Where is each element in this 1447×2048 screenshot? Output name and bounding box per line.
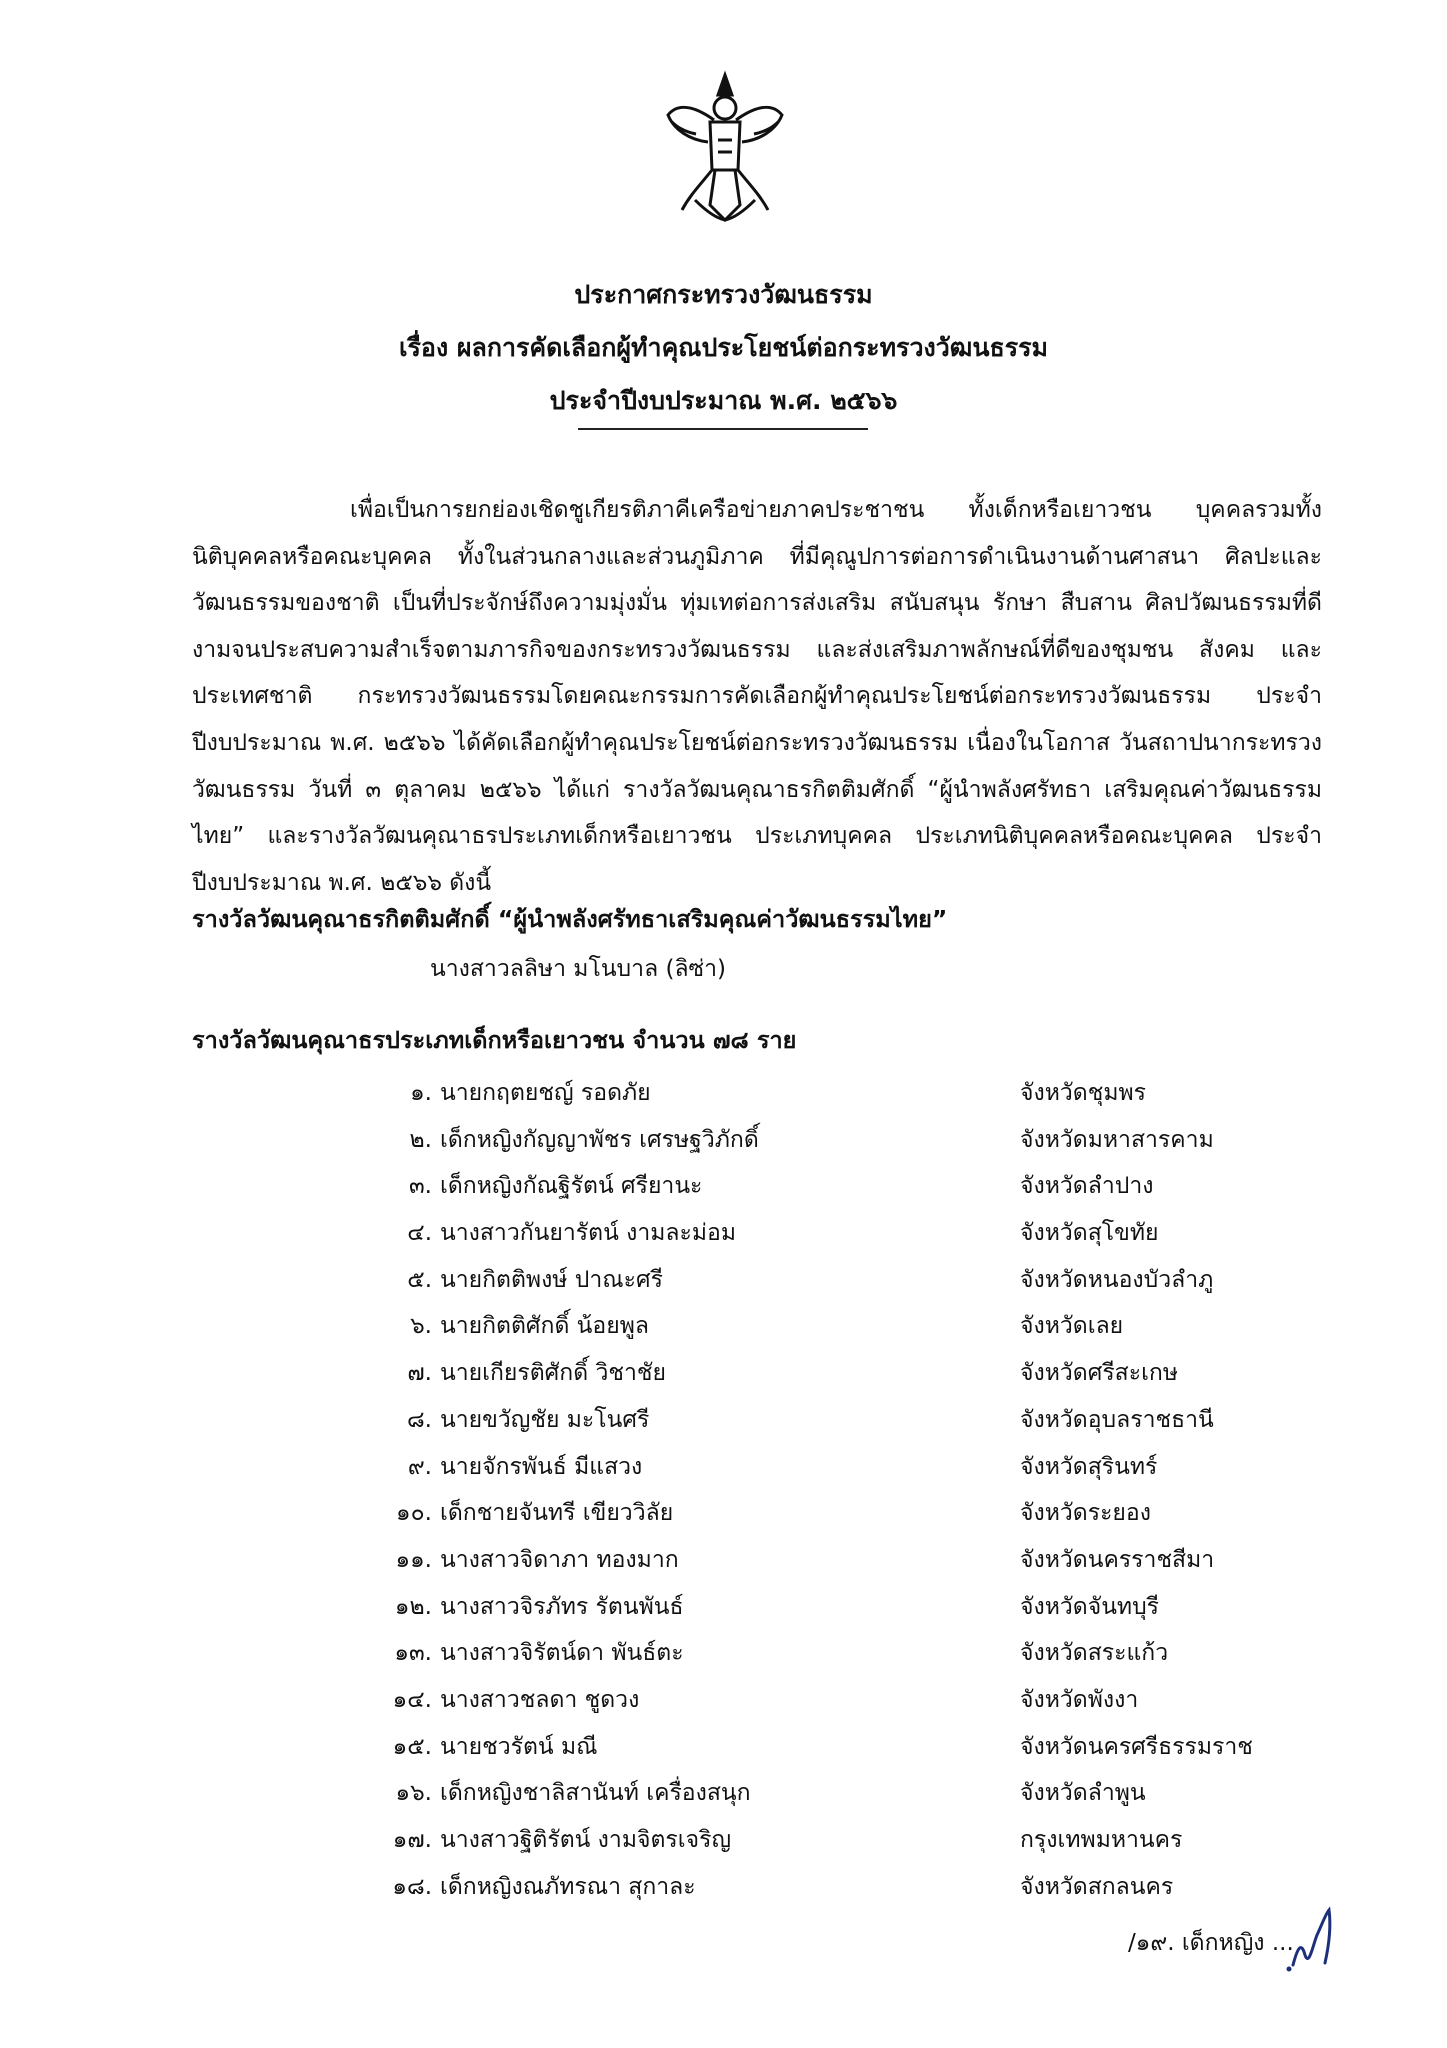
recipient-province: จังหวัดอุบลราชธานี — [1020, 1406, 1214, 1433]
recipient-name: เด็กหญิงกัญญาพัชร เศรษฐวิภักดิ์ — [440, 1126, 759, 1153]
recipient-province: จังหวัดมหาสารคาม — [1020, 1126, 1214, 1153]
list-item — [0, 1075, 1447, 1122]
recipient-name: นางสาวจิดาภา ทองมาก — [440, 1546, 679, 1573]
item-number: ๑๑. — [395, 1546, 432, 1573]
recipient-province: จังหวัดลำปาง — [1020, 1173, 1154, 1200]
youth-recipient-list — [0, 1075, 1447, 1915]
list-item — [0, 1122, 1447, 1169]
item-number: ๓. — [408, 1173, 432, 1200]
recipient-province: จังหวัดชุมพร — [1020, 1080, 1147, 1106]
continuation-note: /๑๙. เด็กหญิง ... — [1128, 1930, 1294, 1956]
recipient-name: เด็กชายจันทรี เขียววิลัย — [440, 1500, 674, 1527]
item-number: ๑๕. — [392, 1733, 432, 1760]
recipient-name: นายชวรัตน์ มณี — [440, 1733, 598, 1760]
item-number: ๑๗. — [392, 1827, 432, 1853]
item-number: ๑๔. — [392, 1686, 432, 1713]
announcement-fiscal-year: ประจำปีงบประมาณ พ.ศ. ๒๕๖๖ — [549, 386, 898, 415]
item-number: ๑๓. — [394, 1640, 432, 1667]
recipient-province: จังหวัดพังงา — [1020, 1686, 1139, 1713]
recipient-name: นายเกียรติศักดิ์ วิชาชัย — [440, 1360, 666, 1387]
list-item — [0, 1589, 1447, 1636]
list-item — [0, 1308, 1447, 1355]
recipient-province: จังหวัดศรีสะเกษ — [1020, 1360, 1179, 1387]
list-item — [0, 1168, 1447, 1215]
recipient-province: จังหวัดนครราชสีมา — [1020, 1546, 1215, 1573]
announcement-subject: เรื่อง ผลการคัดเลือกผู้ทำคุณประโยชน์ต่อกระทรวงวัฒนธรรม — [398, 333, 1049, 362]
recipient-name: นายกฤตยชญ์ รอดภัย — [440, 1080, 651, 1106]
recipient-name: เด็กหญิงกัณฐิรัตน์ ศรียานะ — [440, 1173, 703, 1200]
list-item — [0, 1635, 1447, 1682]
recipient-province: จังหวัดเลย — [1020, 1313, 1124, 1340]
title-divider — [578, 428, 868, 430]
recipient-province: จังหวัดลำพูน — [1020, 1780, 1146, 1807]
list-item — [0, 1775, 1447, 1822]
recipient-name: นางสาวกันยารัตน์ งามละม่อม — [440, 1220, 736, 1247]
list-item — [0, 1402, 1447, 1449]
recipient-name: นายจักรพันธ์ มีแสวง — [440, 1453, 643, 1480]
recipient-name: นางสาวชลดา ชูดวง — [440, 1686, 640, 1713]
recipient-province: จังหวัดจันทบุรี — [1020, 1593, 1160, 1620]
recipient-name: นายขวัญชัย มะโนศรี — [440, 1406, 650, 1433]
honorary-award-heading: รางวัลวัฒนคุณาธรกิตติมศักดิ์ “ผู้นำพลังศรัทธาเสริมคุณค่าวัฒนธรรมไทย” — [192, 905, 948, 933]
list-item — [0, 1822, 1447, 1869]
list-item — [0, 1355, 1447, 1402]
item-number: ๑. — [410, 1080, 432, 1106]
recipient-name: เด็กหญิงชาลิสานันท์ เครื่องสนุก — [440, 1780, 751, 1807]
item-number: ๖. — [410, 1313, 432, 1340]
announcement-title: ประกาศกระทรวงวัฒนธรรม — [574, 280, 873, 309]
recipient-name: นางสาวจิรภัทร รัตนพันธ์ — [440, 1593, 684, 1620]
item-number: ๙. — [407, 1453, 432, 1480]
list-item — [0, 1542, 1447, 1589]
recipient-name: นางสาวจิรัตน์ดา พันธ์ตะ — [440, 1640, 684, 1667]
list-item — [0, 1869, 1447, 1916]
recipient-province: จังหวัดสกลนคร — [1020, 1873, 1174, 1900]
item-number: ๕. — [407, 1266, 432, 1293]
recipient-province: จังหวัดสุโขทัย — [1020, 1220, 1159, 1247]
item-number: ๑๖. — [395, 1780, 432, 1807]
recipient-name: นางสาวฐิติรัตน์ งามจิตรเจริญ — [440, 1827, 732, 1853]
item-number: ๔. — [407, 1220, 432, 1247]
item-number: ๗. — [407, 1360, 432, 1387]
recipient-province: จังหวัดสุรินทร์ — [1020, 1453, 1158, 1480]
list-item — [0, 1262, 1447, 1309]
recipient-name: นายกิตติศักดิ์ น้อยพูล — [440, 1313, 649, 1340]
recipient-province: จังหวัดระยอง — [1020, 1500, 1151, 1527]
recipient-province: จังหวัดหนองบัวลำภู — [1020, 1266, 1214, 1293]
youth-award-heading: รางวัลวัฒนคุณาธรประเภทเด็กหรือเยาวชน จำนวน ๗๘ ราย — [192, 1026, 797, 1054]
list-item — [0, 1495, 1447, 1542]
item-number: ๑๐. — [396, 1500, 432, 1527]
item-number: ๑๒. — [394, 1593, 432, 1620]
item-number: ๒. — [409, 1126, 432, 1153]
honorary-recipient: นางสาวลลิษา มโนบาล (ลิซ่า) — [430, 956, 727, 982]
signature-initial-icon — [1285, 1905, 1345, 1975]
recipient-province: จังหวัดสระแก้ว — [1020, 1640, 1169, 1667]
recipient-province: จังหวัดนครศรีธรรมราช — [1020, 1733, 1253, 1760]
list-item — [0, 1215, 1447, 1262]
list-item — [0, 1729, 1447, 1776]
list-item — [0, 1449, 1447, 1496]
recipient-name: นายกิตติพงษ์ ปาณะศรี — [440, 1266, 663, 1293]
recipient-province: กรุงเทพมหานคร — [1020, 1827, 1183, 1853]
item-number: ๘. — [406, 1406, 432, 1433]
list-item — [0, 1682, 1447, 1729]
recipient-name: เด็กหญิงณภัทรณา สุกาละ — [440, 1873, 696, 1900]
garuda-emblem-icon — [660, 70, 790, 230]
intro-paragraph: เพื่อเป็นการยกย่องเชิดชูเกียรติภาคีเครือข่ายภาคประชาชน ทั้งเด็กหรือเยาวชน บุคคลรวมทั้งนิติบุคคลหรือคณะบุคคล ทั้งในส่วนกลางและส่วนภูมิภาค ที่มีคุณูปการต่อการดำเนินงานด้านศาสนา ศิลปะและวัฒนธรรมของชาติ เป็นที่ประจักษ์ถึงความมุ่งมั่น ทุ่มเทต่อการส่งเสริม สนับสนุน รักษา สืบสาน ศิลปวัฒนธรรมที่ดีงามจนประสบความสำเร็จตามภารกิจของกระทรวงวัฒนธรรม และส่งเสริมภาพลักษณ์ที่ดีของชุมชน สังคม และประเทศชาติ กระทรวงวัฒนธรรมโดยคณะกรรมการคัดเลือกผู้ทำคุณประโยชน์ต่อกระทรวงวัฒนธรรม ประจำปีงบประมาณ พ.ศ. ๒๕๖๖ ได้คัดเลือกผู้ทำคุณประโยชน์ต่อกระทรวงวัฒนธรรม เนื่องในโอกาส วันสถาปนากระทรวงวัฒนธรรม วันที่ ๓ ตุลาคม ๒๕๖๖ ได้แก่ รางวัลวัฒนคุณาธรกิตติมศักดิ์ “ผู้นำพลังศรัทธา เสริมคุณค่าวัฒนธรรมไทย” และรางวัลวัฒนคุณาธรประเภทเด็กหรือเยาวชน ประเภทบุคคล ประเภทนิติบุคคลหรือคณะบุคคล ประจำปีงบประมาณ พ.ศ. ๒๕๖๖ ดังนี้ — [192, 497, 1322, 896]
item-number: ๑๘. — [392, 1873, 432, 1900]
